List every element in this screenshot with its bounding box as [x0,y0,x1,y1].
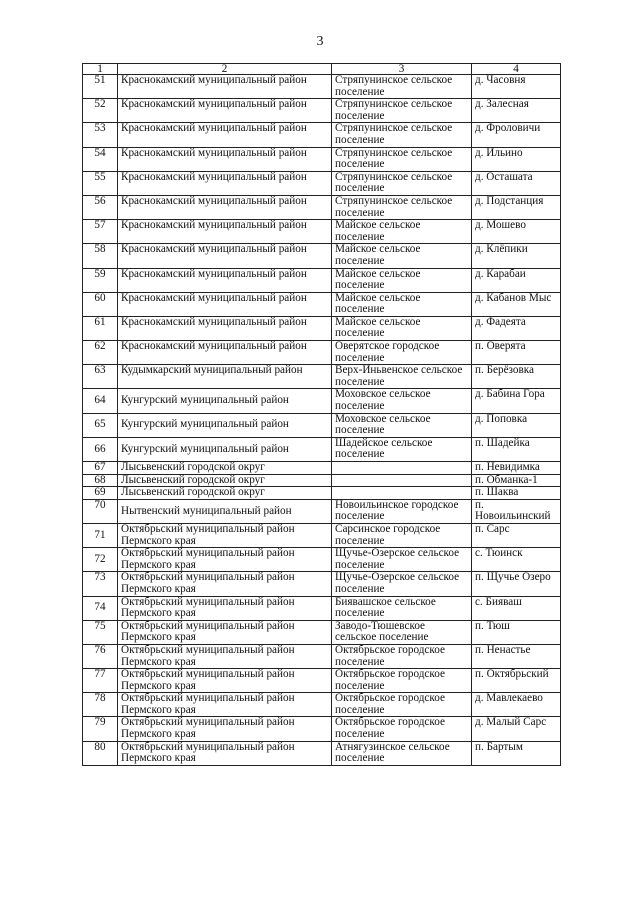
table-body [83,75,561,766]
locality-name: д. Малый Сарс [472,717,561,741]
table-row [83,75,561,99]
row-number: 56 [83,195,118,219]
table-row [83,596,561,620]
row-number: 68 [83,474,118,487]
district-name: Краснокамский муниципальный район [118,220,332,244]
settlement-name: Щучье-Озерское сельское поселение [332,572,472,596]
table-row [83,620,561,644]
row-number: 73 [83,572,118,596]
district-name: Октябрьский муниципальный район Пермского края [118,669,332,693]
table-row [83,669,561,693]
settlements-table [82,63,561,766]
district-name: Кунгурский муниципальный район [118,389,332,413]
settlement-name: Октябрьское городское поселение [332,644,472,668]
locality-name: д. Мавлекаево [472,693,561,717]
locality-name: п. Ненастье [472,644,561,668]
locality-name: с. Бияваш [472,596,561,620]
row-number: 52 [83,99,118,123]
locality-name: д. Часовня [472,75,561,99]
column-header-number: 1 [83,64,118,75]
district-name: Октябрьский муниципальный район Пермского края [118,596,332,620]
row-number: 60 [83,292,118,316]
row-number: 79 [83,717,118,741]
locality-name: п. Шадейка [472,437,561,461]
settlement-name: Майское сельское поселение [332,316,472,340]
row-number: 69 [83,487,118,500]
column-header-district: 2 [118,64,332,75]
row-number: 51 [83,75,118,99]
settlement-name: Стряпунинское сельское поселение [332,75,472,99]
district-name: Краснокамский муниципальный район [118,99,332,123]
row-number: 74 [83,596,118,620]
locality-name: д. Клёпики [472,244,561,268]
settlement-name: Моховское сельское поселение [332,413,472,437]
table-row [83,365,561,389]
column-header-locality: 4 [472,64,561,75]
locality-name: п. Оверята [472,341,561,365]
settlement-name: Стряпунинское сельское поселение [332,147,472,171]
table-row [83,693,561,717]
district-name: Лысьвенский городской округ [118,462,332,475]
table-row [83,341,561,365]
row-number: 78 [83,693,118,717]
row-number: 70 [83,499,118,523]
locality-name: д. Поповка [472,413,561,437]
table-row [83,741,561,765]
row-number: 63 [83,365,118,389]
table-row [83,474,561,487]
settlement-name: Верх-Иньвенское сельское поселение [332,365,472,389]
table-row [83,717,561,741]
row-number: 54 [83,147,118,171]
district-name: Кунгурский муниципальный район [118,413,332,437]
table-row [83,389,561,413]
district-name: Краснокамский муниципальный район [118,195,332,219]
locality-name: д. Кабанов Мыс [472,292,561,316]
district-name: Краснокамский муниципальный район [118,341,332,365]
locality-name: д. Подстанция [472,195,561,219]
locality-name: п. Берёзовка [472,365,561,389]
locality-name: д. Карабаи [472,268,561,292]
settlement-name [332,462,472,475]
district-name: Октябрьский муниципальный район Пермского края [118,620,332,644]
row-number: 55 [83,171,118,195]
row-number: 77 [83,669,118,693]
locality-name: д. Мошево [472,220,561,244]
locality-name: с. Тюинск [472,548,561,572]
district-name: Октябрьский муниципальный район Пермского края [118,693,332,717]
table-row [83,316,561,340]
district-name: Кунгурский муниципальный район [118,437,332,461]
locality-name: д. Залесная [472,99,561,123]
page-number: 3 [316,34,324,49]
row-number: 71 [83,523,118,547]
table-row [83,195,561,219]
settlement-name: Щучье-Озерское сельское поселение [332,548,472,572]
district-name: Октябрьский муниципальный район Пермского края [118,717,332,741]
settlement-name: Заводо-Тюшевское сельское поселение [332,620,472,644]
table-row [83,268,561,292]
district-name: Нытвенский муниципальный район [118,499,332,523]
district-name: Краснокамский муниципальный район [118,123,332,147]
district-name: Лысьвенский городской округ [118,474,332,487]
settlement-name: Биявашское сельское поселение [332,596,472,620]
row-number: 72 [83,548,118,572]
district-name: Краснокамский муниципальный район [118,244,332,268]
settlement-name: Атнягузинское сельское поселение [332,741,472,765]
locality-name: д. Осташата [472,171,561,195]
settlement-name: Октябрьское городское поселение [332,693,472,717]
row-number: 64 [83,389,118,413]
table-row [83,437,561,461]
settlement-name: Майское сельское поселение [332,268,472,292]
district-name: Лысьвенский городской округ [118,487,332,500]
locality-name: п. Невидимка [472,462,561,475]
table-row [83,644,561,668]
row-number: 59 [83,268,118,292]
row-number: 80 [83,741,118,765]
table-header-row [83,64,561,75]
row-number: 65 [83,413,118,437]
table-row [83,123,561,147]
district-name: Октябрьский муниципальный район Пермского края [118,741,332,765]
locality-name: п. Щучье Озеро [472,572,561,596]
table-row [83,499,561,523]
table-row [83,523,561,547]
locality-name: д. Фроловичи [472,123,561,147]
row-number: 61 [83,316,118,340]
settlement-name [332,474,472,487]
settlement-name: Оверятское городское поселение [332,341,472,365]
row-number: 58 [83,244,118,268]
settlement-name: Майское сельское поселение [332,220,472,244]
settlement-name: Стряпунинское сельское поселение [332,99,472,123]
settlement-name: Стряпунинское сельское поселение [332,123,472,147]
table-row [83,171,561,195]
locality-name: п. Тюш [472,620,561,644]
district-name: Октябрьский муниципальный район Пермского края [118,523,332,547]
settlement-name [332,487,472,500]
row-number: 76 [83,644,118,668]
table-row [83,292,561,316]
settlement-name: Стряпунинское сельское поселение [332,171,472,195]
district-name: Кудымкарский муниципальный район [118,365,332,389]
district-name: Краснокамский муниципальный район [118,171,332,195]
district-name: Октябрьский муниципальный район Пермского края [118,572,332,596]
locality-name: д. Фадеята [472,316,561,340]
table-row [83,487,561,500]
table-row [83,244,561,268]
locality-name: п. Сарс [472,523,561,547]
settlement-name: Шадейское сельское поселение [332,437,472,461]
settlement-name: Стряпунинское сельское поселение [332,195,472,219]
table-row [83,572,561,596]
row-number: 53 [83,123,118,147]
district-name: Октябрьский муниципальный район Пермского края [118,644,332,668]
locality-name: п. Новоильинский [472,499,561,523]
settlement-name: Сарсинское городское поселение [332,523,472,547]
settlement-name: Моховское сельское поселение [332,389,472,413]
locality-name: п. Шаква [472,487,561,500]
column-header-settlement: 3 [332,64,472,75]
table-row [83,220,561,244]
table-row [83,413,561,437]
locality-name: д. Бабина Гора [472,389,561,413]
district-name: Краснокамский муниципальный район [118,292,332,316]
row-number: 67 [83,462,118,475]
district-name: Краснокамский муниципальный район [118,316,332,340]
table-row [83,548,561,572]
locality-name: д. Ильино [472,147,561,171]
table-row [83,462,561,475]
settlement-name: Майское сельское поселение [332,244,472,268]
settlement-name: Октябрьское городское поселение [332,669,472,693]
settlement-name: Октябрьское городское поселение [332,717,472,741]
locality-name: п. Обманка-1 [472,474,561,487]
table-row [83,147,561,171]
settlement-name: Майское сельское поселение [332,292,472,316]
district-name: Октябрьский муниципальный район Пермского края [118,548,332,572]
district-name: Краснокамский муниципальный район [118,147,332,171]
row-number: 62 [83,341,118,365]
table-row [83,99,561,123]
district-name: Краснокамский муниципальный район [118,75,332,99]
row-number: 66 [83,437,118,461]
locality-name: п. Октябрьский [472,669,561,693]
locality-name: п. Бартым [472,741,561,765]
district-name: Краснокамский муниципальный район [118,268,332,292]
row-number: 75 [83,620,118,644]
settlement-name: Новоильинское городское поселение [332,499,472,523]
row-number: 57 [83,220,118,244]
